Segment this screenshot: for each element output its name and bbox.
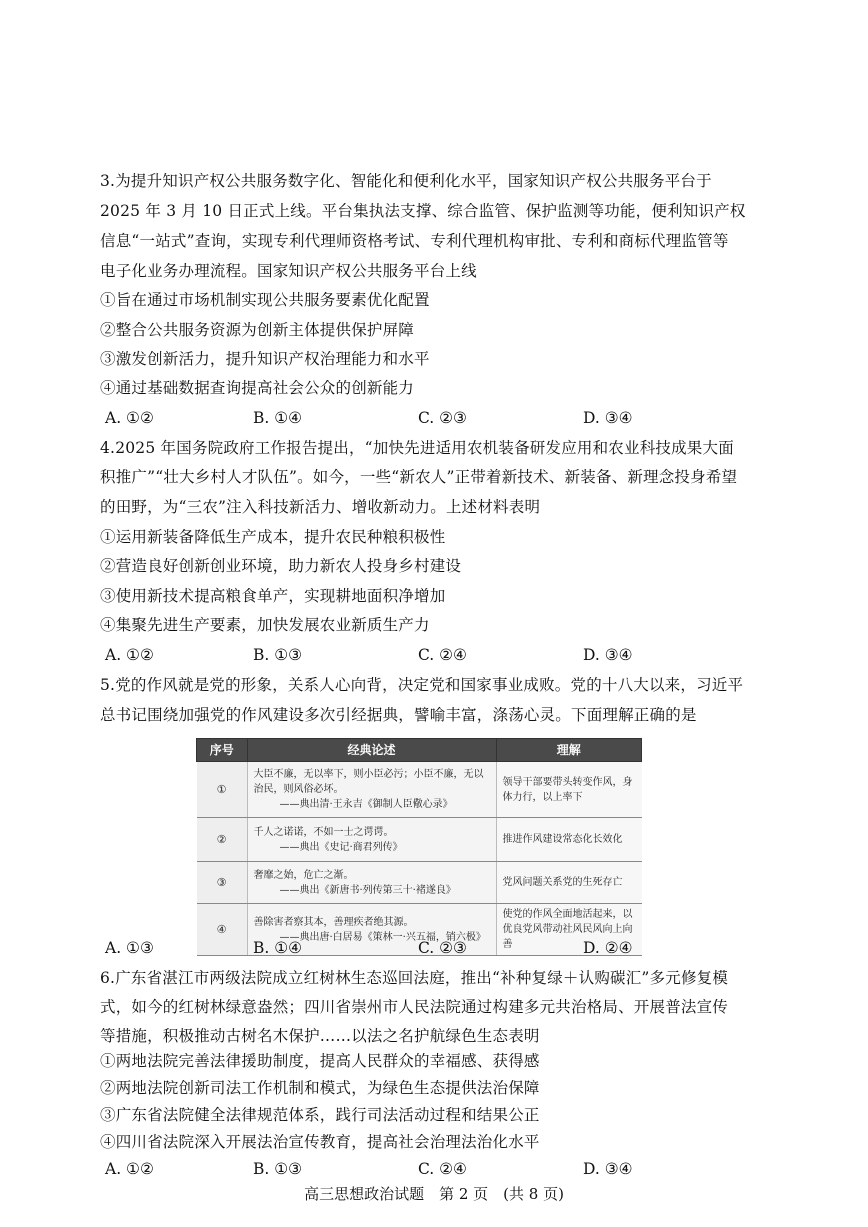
question-4-statement-4: ④集聚先进生产要素，加快发展农业新质生产力 <box>100 616 430 634</box>
question-6-statement-3: ③广东省法院健全法律规范体系，践行司法活动过程和结果公正 <box>100 1106 540 1124</box>
question-4-statement-3: ③使用新技术提高粮食单产，实现耕地面积净增加 <box>100 587 446 605</box>
question-5-option-c[interactable]: C. ②③ <box>418 939 467 957</box>
question-6-option-b[interactable]: B. ①③ <box>253 1160 303 1178</box>
quote-source: ——典出《史记·商君列传》 <box>279 841 403 853</box>
question-3-statement-2: ②整合公共服务资源为创新主体提供保护屏障 <box>100 321 415 339</box>
question-5-stem-line-2: 总书记围绕加强党的作风建设多次引经据典，譬喻丰富，涤荡心灵。下面理解正确的是 <box>100 706 697 724</box>
row-quote <box>247 762 496 818</box>
quote-source: ——典出唐·白居易《策林一·兴五福，销六极》 <box>279 931 486 943</box>
question-3-stem-line-2: 2025 年 3 月 10 日正式上线。平台集执法支撑、综合监管、保护监测等功能，便利知识产权 <box>100 202 746 220</box>
question-5-option-a[interactable]: A. ①③ <box>105 939 154 957</box>
question-3-option-c[interactable]: C. ②③ <box>418 409 467 427</box>
question-6-option-a[interactable]: A. ①② <box>105 1160 154 1178</box>
row-understanding: 党风问题关系党的生死存亡 <box>496 862 642 904</box>
question-3-stem-line-3: 信息“一站式”查询，实现专利代理师资格考试、专利代理机构审批、专利和商标代理监管等 <box>100 232 729 250</box>
column-header-quote: 经典论述 <box>247 739 496 762</box>
question-4-option-c[interactable]: C. ②④ <box>418 646 467 664</box>
question-4-stem-line-1: 4.2025 年国务院政府工作报告提出，“加快先进适用农机装备研发应用和农业科技成果大面 <box>100 439 734 457</box>
question-4-statement-1: ①运用新装备降低生产成本，提升农民种粮积极性 <box>100 528 446 546</box>
question-6-stem-line-3: 等措施，积极推动古树名木保护……以法之名护航绿色生态表明 <box>100 1027 540 1045</box>
page-footer: 高三思想政治试题 第 2 页 (共 8 页) <box>304 1185 564 1203</box>
question-3-option-a[interactable]: A. ①② <box>105 409 154 427</box>
question-3-statement-4: ④通过基础数据查询提高社会公众的创新能力 <box>100 379 415 397</box>
table-row <box>197 762 642 818</box>
question-6-statement-4: ④四川省法院深入开展法治宣传教育，提高社会治理法治化水平 <box>100 1133 540 1151</box>
quote-text: 千人之诺诺，不如一士之谔谔。 <box>253 826 394 838</box>
column-header-index: 序号 <box>197 739 248 762</box>
question-3-statement-1: ①旨在通过市场机制实现公共服务要素优化配置 <box>100 291 430 309</box>
row-quote <box>247 862 496 904</box>
row-understanding: 领导干部要带头转变作风，身体力行，以上率下 <box>496 762 642 818</box>
row-index: ③ <box>197 862 248 904</box>
table-row <box>197 862 642 904</box>
row-index: ② <box>197 818 248 862</box>
question-5-option-d[interactable]: D. ②④ <box>583 939 633 957</box>
question-4-stem-line-3: 的田野，为“三农”注入科技新活力、增收新动力。上述材料表明 <box>100 498 541 516</box>
row-quote <box>247 818 496 862</box>
question-4-option-d[interactable]: D. ③④ <box>583 646 633 664</box>
quote-source: ——典出《新唐书·列传第三十·褚遂良》 <box>279 884 456 896</box>
question-6-option-d[interactable]: D. ③④ <box>583 1160 633 1178</box>
row-understanding: 推进作风建设常态化长效化 <box>496 818 642 862</box>
table-header-row <box>197 739 642 762</box>
question-6-stem-line-1: 6.广东省湛江市两级法院成立红树林生态巡回法庭，推出“补种复绿＋认购碳汇”多元修复模 <box>100 969 729 987</box>
classic-quotes-table <box>196 738 642 956</box>
question-5-stem-line-1: 5.党的作风就是党的形象，关系人心向背，决定党和国家事业成败。党的十八大以来，习近平 <box>100 676 744 694</box>
question-3-stem-line-4: 电子化业务办理流程。国家知识产权公共服务平台上线 <box>100 262 477 280</box>
row-index: ① <box>197 762 248 818</box>
column-header-understanding: 理解 <box>496 739 642 762</box>
quote-text: 奢靡之始，危亡之渐。 <box>253 869 354 881</box>
question-3-statement-3: ③激发创新活力，提升知识产权治理能力和水平 <box>100 350 430 368</box>
question-3-option-d[interactable]: D. ③④ <box>583 409 633 427</box>
quote-text: 大臣不廉，无以率下，则小臣必污；小臣不廉，无以治民，则风俗必坏。 <box>253 769 484 795</box>
question-3-stem-line-1: 3.为提升知识产权公共服务数字化、智能化和便利化水平，国家知识产权公共服务平台于 <box>100 172 712 190</box>
question-4-option-b[interactable]: B. ①③ <box>253 646 303 664</box>
question-4-stem-line-2: 积推广”“壮大乡村人才队伍”。如今，一些“新农人”正带着新技术、新装备、新理念投身希望 <box>100 468 738 486</box>
question-6-stem-line-2: 式，如今的红树林绿意盎然；四川省崇州市人民法院通过构建多元共治格局、开展普法宣传 <box>100 998 729 1016</box>
question-6-statement-2: ②两地法院创新司法工作机制和模式，为绿色生态提供法治保障 <box>100 1079 540 1097</box>
question-5-option-b[interactable]: B. ①④ <box>253 939 303 957</box>
question-4-statement-2: ②营造良好创新创业环境，助力新农人投身乡村建设 <box>100 557 462 575</box>
question-4-option-a[interactable]: A. ①② <box>105 646 154 664</box>
question-3-option-b[interactable]: B. ①④ <box>253 409 303 427</box>
row-understanding: 使党的作风全面地活起来，以优良党风带动社风民风向上向善 <box>496 904 642 956</box>
question-6-statement-1: ①两地法院完善法律援助制度，提高人民群众的幸福感、获得感 <box>100 1052 540 1070</box>
quote-source: ——典出清·王永吉《御制人臣儆心录》 <box>279 799 453 810</box>
row-index: ④ <box>197 904 248 956</box>
question-6-option-c[interactable]: C. ②④ <box>418 1160 467 1178</box>
table-row <box>197 818 642 862</box>
quote-text: 善除害者察其本，善理疾者绝其源。 <box>253 916 414 928</box>
